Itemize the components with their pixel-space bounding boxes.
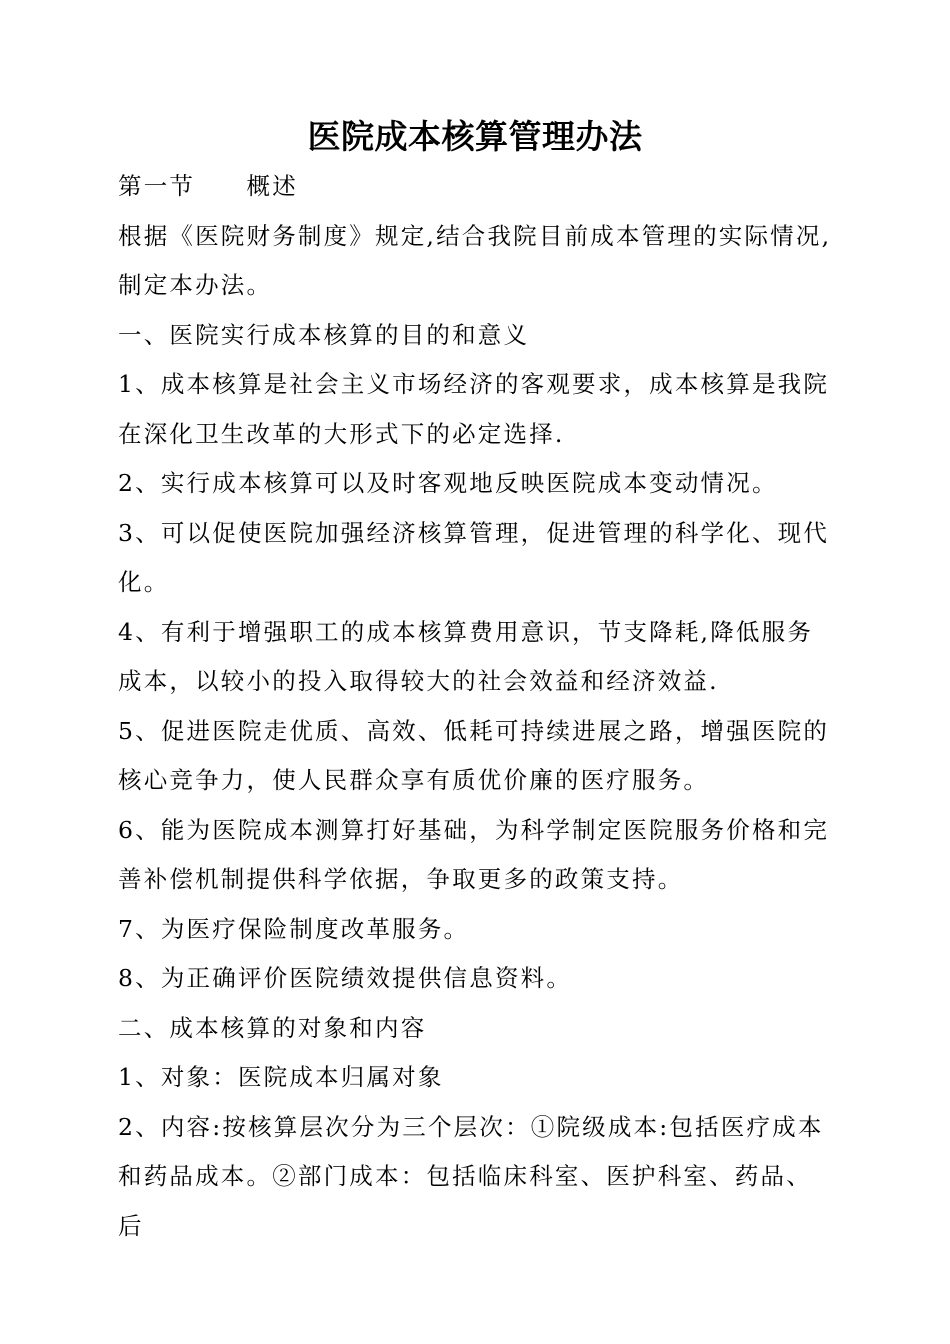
document-body xyxy=(118,162,832,1251)
paragraph-purpose-6: 6、能为医院成本测算打好基础，为科学制定医院服务价格和完善补偿机制提供科学依据，争取更多的政策支持。 xyxy=(118,815,830,893)
paragraph-intro: 根据《医院财务制度》规定,结合我院目前成本管理的实际情况,制定本办法。 xyxy=(118,221,832,299)
paragraph-purpose-5: 5、促进医院走优质、高效、低耗可持续进展之路，增强医院的核心竞争力，使人民群众享有质优价廉的医疗服务。 xyxy=(118,716,830,794)
document-title: 医院成本核算管理办法 xyxy=(307,117,643,156)
paragraph-purpose-3: 3、可以促使医院加强经济核算管理，促进管理的科学化、现代化。 xyxy=(118,518,830,596)
section-heading: 第一节 概述 xyxy=(118,172,298,200)
paragraph-purpose-4: 4、有利于增强职工的成本核算费用意识，节支降耗,降低服务成本，以较小的投入取得较大的社会效益和经济效益. xyxy=(118,617,814,695)
paragraph-purpose-2: 2、实行成本核算可以及时客观地反映医院成本变动情况。 xyxy=(118,469,778,497)
paragraph-purpose-8: 8、为正确评价医院绩效提供信息资料。 xyxy=(118,964,573,992)
heading-objects-content: 二、成本核算的对象和内容 xyxy=(118,1013,427,1042)
paragraph-purpose-7: 7、为医疗保险制度改革服务。 xyxy=(118,914,470,943)
paragraph-purpose-1: 1、成本核算是社会主义市场经济的客观要求，成本核算是我院在深化卫生改革的大形式下的必定选择. xyxy=(118,370,830,448)
paragraph-content: 2、内容:按核算层次分为三个层次：①院级成本:包括医疗成本和药品成本。②部门成本：包括临床科室、医护科室、药品、后 xyxy=(118,1112,824,1240)
heading-purpose: 一、医院实行成本核算的目的和意义 xyxy=(118,320,530,349)
paragraph-objects: 1、对象：医院成本归属对象 xyxy=(118,1063,444,1091)
